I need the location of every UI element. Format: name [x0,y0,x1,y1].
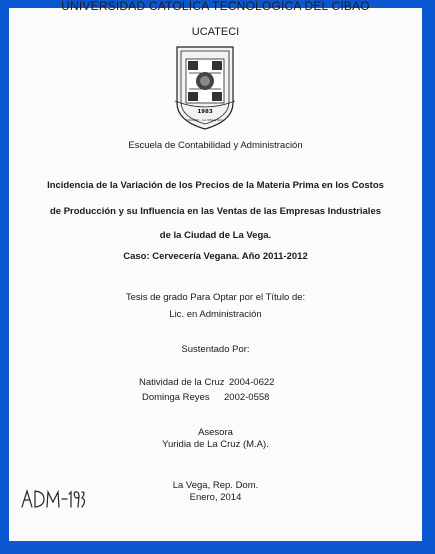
title-line-1: Incidencia de la Variación de los Precios de la Materia Prima en los Costos [47,180,384,191]
university-acronym: UCATECI [191,26,240,38]
handwritten-code [20,488,82,510]
svg-text:1983: 1983 [197,109,213,115]
date: Enero, 2014 [189,492,242,503]
author-2-id: 2002-0558 [224,392,270,403]
title-line-4: Caso: Cervecería Vegana. Año 2011-2012 [123,251,308,262]
sustentado-label: Sustentado Por: [181,344,250,355]
document-page [9,0,422,541]
advisor-name: Yuridia de La Cruz (M.A). [162,439,269,450]
title-line-3: de la Ciudad de La Vega. [159,230,272,241]
university-name: UNIVERSIDAD CATOLICA TECNOLOGICA DEL CIBAO [61,0,370,13]
advisor-label: Asesora [198,427,233,438]
author-1-name: Natividad de la Cruz [139,377,225,388]
school-name: Escuela de Contabilidad y Administración [128,140,303,151]
place: La Vega, Rep. Dom. [172,480,259,491]
svg-text:UCATECI - LA VEGA, R.D.: UCATECI - LA VEGA, R.D. [186,118,224,122]
title-line-2: de Producción y su Influencia en las Ventas de las Empresas Industriales [49,206,382,217]
thesis-line-2: Lic. en Administración [169,309,262,320]
author-2-name: Dominga Reyes [142,392,210,403]
author-1-id: 2004-0622 [229,377,275,388]
thesis-line-1: Tesis de grado Para Optar por el Título de: [125,292,306,303]
university-seal [167,41,243,133]
